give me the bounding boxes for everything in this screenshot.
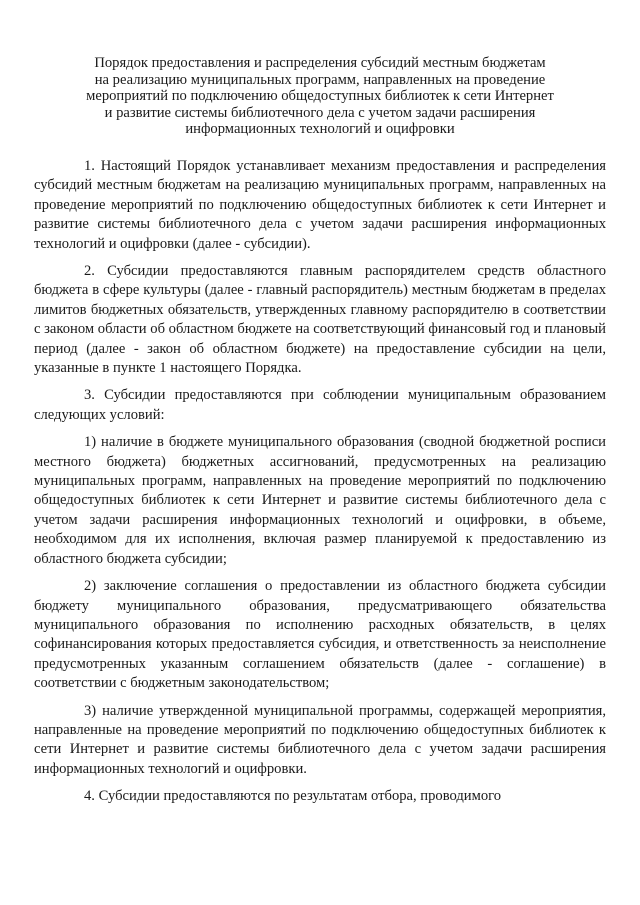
paragraph-3-item-1: 1) наличие в бюджете муниципального образования (сводной бюджетной росписи местного бюджета) бюджетных ассигнований, предусмотренных на реализацию муниципальных программ, направленных на проведение мероприятий по подключению общедоступных библиотек к сети Интернет и развитие системы библиотечного дела с учетом задачи расширения информационных технологий и оцифровки, в объеме, необходимом для их исполнения, включая размер планируемой к предоставлению из областного бюджета субсидии; bbox=[34, 434, 606, 567]
paragraph-3-item-3: 3) наличие утвержденной муниципальной программы, содержащей мероприятия, направленные на проведение мероприятий по подключению общедоступных библиотек к сети Интернет и развитие системы библиотечного дела с учетом задачи расширения информационных технологий и оцифровки. bbox=[34, 702, 606, 777]
title-line-4: и развитие системы библиотечного дела с учетом задачи расширения bbox=[104, 104, 536, 121]
title-line-2: на реализацию муниципальных программ, направленных на проведение bbox=[94, 71, 546, 88]
paragraph-1: 1. Настоящий Порядок устанавливает механизм предоставления и распределения субсидий местным бюджетам на реализацию муниципальных программ, направленных на проведение мероприятий по подключению общедоступных библиотек к сети Интернет и развитие системы библиотечного дела с учетом задачи расширения информационных технологий и оцифровки (далее - субсидии). bbox=[34, 157, 606, 252]
paragraph-2: 2. Субсидии предоставляются главным распорядителем средств областного бюджета в сфере культуры (далее - главный распорядитель) местным бюджетам в пределах лимитов бюджетных обязательств, утвержденных главному распорядителю в соответствии с законом области об областном бюджете на соответствующий финансовый год и плановый период (далее - закон об областном бюджете) на предоставление субсидии на цели, указанные в пункте 1 настоящего Порядка. bbox=[34, 263, 606, 377]
paragraph-3-item-2: 2) заключение соглашения о предоставлении из областного бюджета субсидии бюджету муниципального образования, предусматривающего обязательства муниципального образования по исполнению расходных обязательств, в целях софинансирования которых предоставляется субсидия, и ответственность за неисполнение предусмотренных указанным соглашением обязательств (далее - соглашение) в соответствии с бюджетным законодательством; bbox=[34, 578, 606, 692]
document-title bbox=[34, 55, 606, 138]
title-line-5: информационных технологий и оцифровки bbox=[185, 121, 455, 138]
paragraph-3: 3. Субсидии предоставляются при соблюдении муниципальным образованием следующих условий: bbox=[34, 387, 606, 423]
title-line-3: мероприятий по подключению общедоступных библиотек к сети Интернет bbox=[86, 88, 554, 105]
title-line-1: Порядок предоставления и распределения субсидий местным бюджетам bbox=[94, 55, 546, 71]
paragraph-4: 4. Субсидии предоставляются по результатам отбора, проводимого bbox=[84, 788, 502, 805]
